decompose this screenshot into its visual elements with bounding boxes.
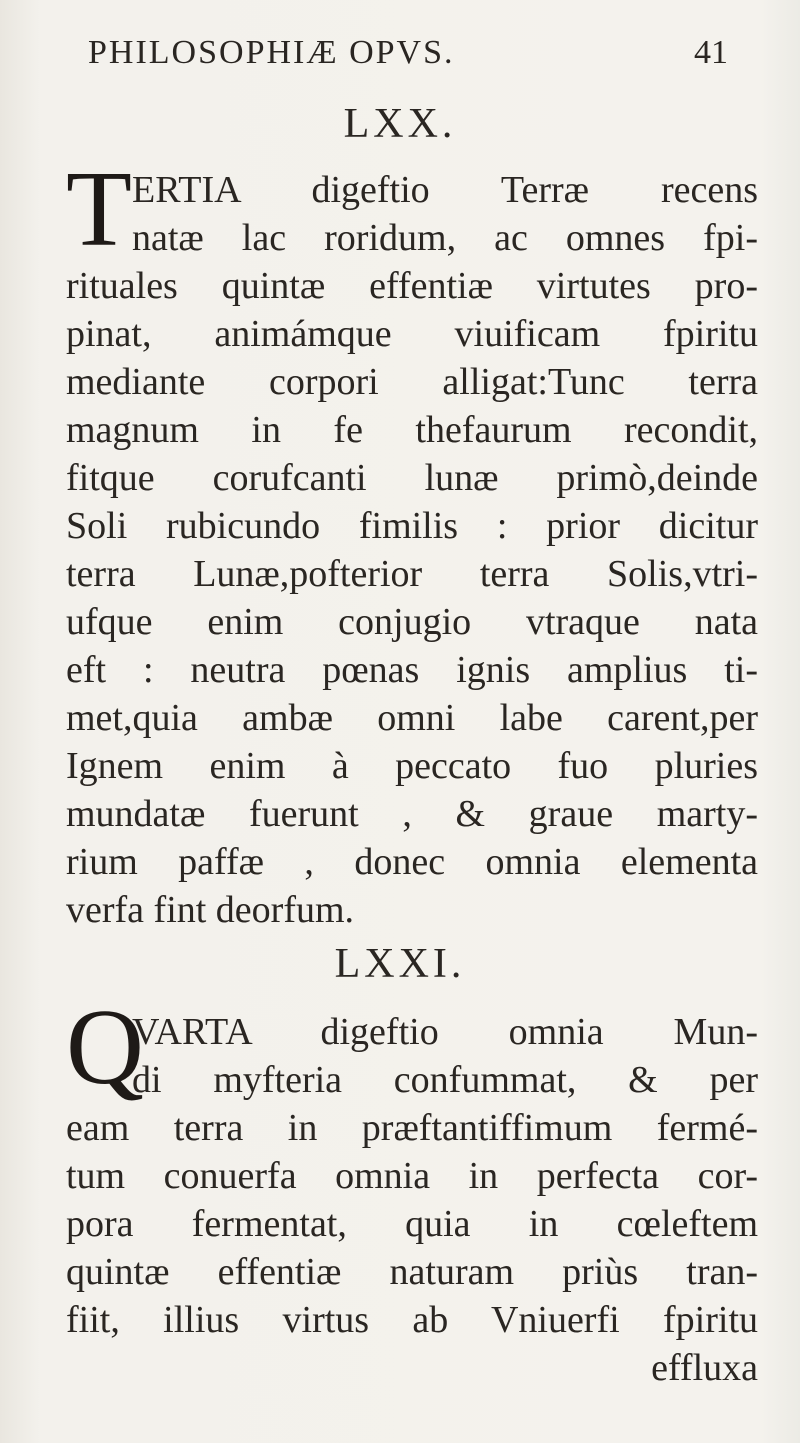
text-line: terra Lunæ,pofterior terra Solis,vtri-	[66, 553, 758, 595]
text-line: eam terra in præftantiffimum fermé-	[66, 1107, 758, 1149]
text-line: Soli rubicundo fimilis : prior dicitur	[66, 505, 758, 547]
text-line: magnum in fe thefaurum recondit,	[66, 409, 758, 451]
text-line: natæ lac roridum, ac omnes fpi-	[132, 217, 758, 259]
text-line: Ignem enim à peccato fuo pluries	[66, 745, 758, 787]
text-line: pora fermentat, quia in cœleftem	[66, 1203, 758, 1245]
text-line: verfa fint deorfum.	[66, 889, 355, 931]
paragraph-lxxi	[66, 1008, 758, 1392]
text-line: rium paffæ , donec omnia elementa	[66, 841, 758, 883]
text-line: fiit, illius virtus ab Vniuerfi fpiritu	[66, 1299, 758, 1341]
text-line: pinat, animámque viuificam fpiritu	[66, 313, 758, 355]
drop-cap-t: T	[66, 150, 132, 269]
section-title-lxx: LXX.	[343, 101, 457, 147]
text-line: ERTIA digeftio Terræ recens	[132, 169, 758, 211]
drop-cap-q: Q	[66, 988, 144, 1107]
page-header	[88, 34, 728, 84]
text-line: ufque enim conjugio vtraque nata	[66, 601, 758, 643]
running-title: PHILOSOPHIÆ OPVS.	[88, 34, 455, 71]
paragraph-lxx	[66, 166, 758, 934]
text-line: mediante corpori alligat:Tunc terra	[66, 361, 758, 403]
text-line: rituales quintæ effentiæ virtutes pro-	[66, 265, 758, 307]
text-line: eft : neutra pœnas ignis amplius ti-	[66, 649, 758, 691]
text-line: quintæ effentiæ naturam priùs tran-	[66, 1251, 758, 1293]
text-line: VARTA digeftio omnia Mun-	[132, 1011, 758, 1053]
text-line: mundatæ fuerunt , & graue marty-	[66, 793, 758, 835]
text-line: fitque corufcanti lunæ primò,deinde	[66, 457, 758, 499]
text-line: met,quia ambæ omni labe carent,per	[66, 697, 758, 739]
page-number: 41	[694, 34, 728, 71]
section-title-lxxi: LXXI.	[334, 941, 466, 987]
catchword: effluxa	[651, 1347, 758, 1389]
text-line: tum conuerfa omnia in perfecta cor-	[66, 1155, 758, 1197]
text-line: di myfteria confummat, & per	[132, 1059, 758, 1101]
